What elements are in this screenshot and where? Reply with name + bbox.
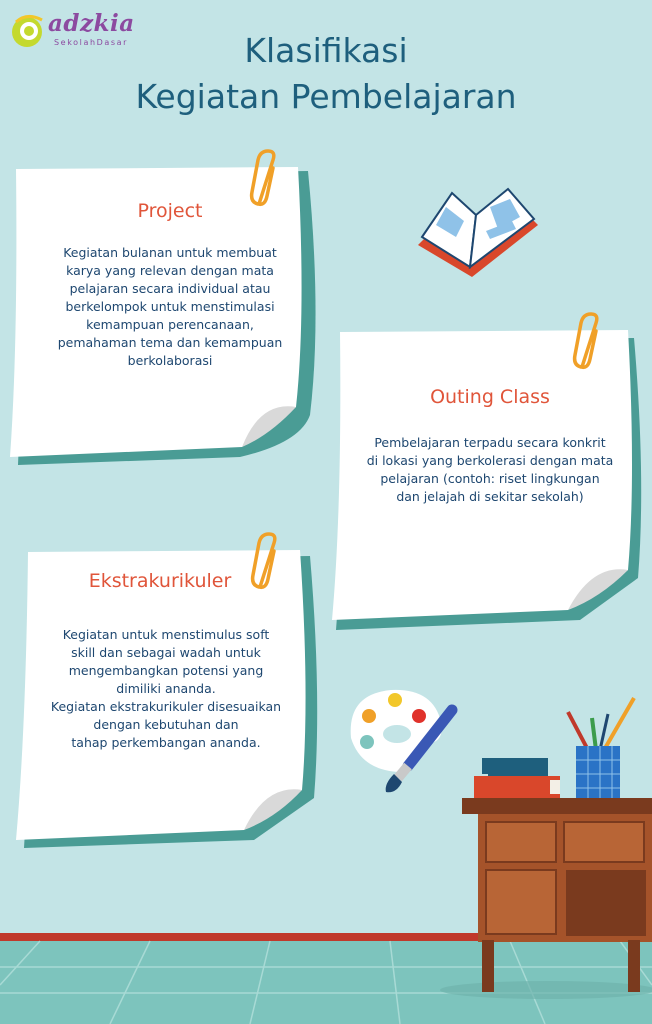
paperclip-icon xyxy=(572,311,606,375)
card-title-outing: Outing Class xyxy=(430,386,550,408)
open-book-icon xyxy=(412,185,544,285)
brand-name: adzkia xyxy=(48,10,135,37)
page-title-line2: Kegiatan Pembelajaran xyxy=(135,77,517,116)
desk-icon xyxy=(438,690,652,1000)
card-text-ekstra: Kegiatan untuk menstimulus soft skill dan sebagai wadah untuk mengembangkan potensi yang dimiliki ananda. Kegiatan ekstrakurikuler disesuaikan dengan kebutuhan dan tahap perkembangan ananda. xyxy=(50,627,282,750)
card-text-project: Kegiatan bulanan untuk membuat karya yang relevan dengan mata pelajaran secara individual atau berkelompok untuk menstimulasi kemampuan perencanaan, pemahaman tema dan kemampuan berkolaborasi xyxy=(57,245,283,368)
card-text-outing: Pembelajaran terpadu secara konkrit di lokasi yang berkolerasi dengan mata pelajaran (contoh: riset lingkungan dan jelajah di sekitar sekolah) xyxy=(366,435,614,504)
page-title-line1: Klasifikasi xyxy=(244,31,408,70)
card-title-project: Project xyxy=(137,200,203,222)
card-title-ekstra: Ekstrakurikuler xyxy=(88,570,232,592)
books-stack-icon xyxy=(474,758,560,798)
pencil-cup-icon xyxy=(568,698,634,798)
brand-tagline: SekolahDasar xyxy=(54,38,129,47)
